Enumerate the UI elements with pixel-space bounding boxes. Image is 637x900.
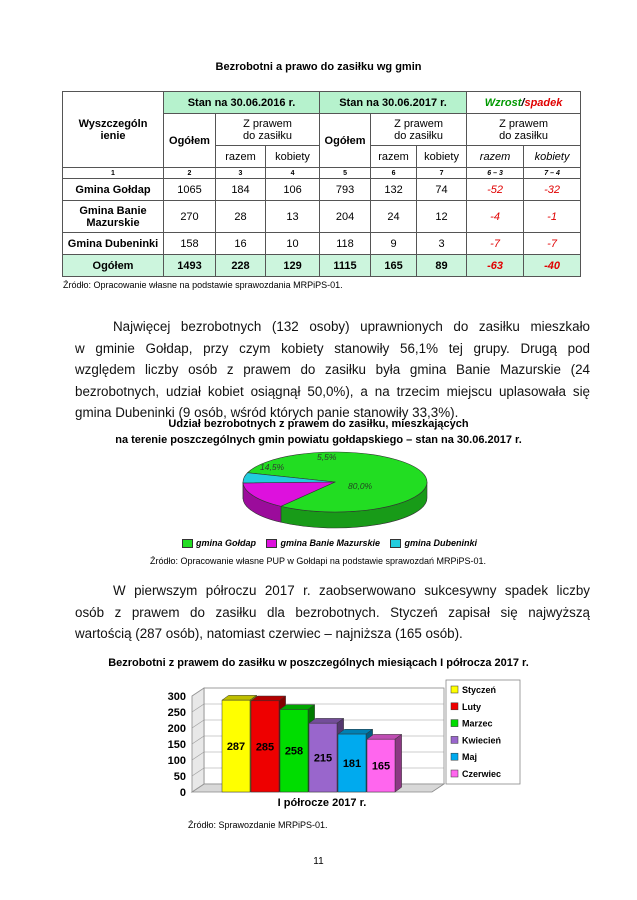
- pie-title-line1: Udział bezrobotnych z prawem do zasiłku, mieszkających: [168, 418, 469, 430]
- legend-label: Luty: [462, 701, 481, 712]
- col-number: 3: [216, 168, 266, 179]
- cell: 3: [417, 233, 467, 255]
- bar-legend: [446, 680, 520, 784]
- legend-label: Kwiecień: [462, 735, 502, 746]
- cell: 106: [266, 179, 320, 201]
- col-number: 7: [417, 168, 467, 179]
- legend-swatch-icon: [451, 703, 458, 710]
- pie-value-label: 14,5%: [260, 462, 285, 472]
- cell: -7: [467, 233, 524, 255]
- cell: 158: [164, 233, 216, 255]
- cell: 118: [320, 233, 371, 255]
- pie-chart: [230, 448, 440, 530]
- paragraph-line: gmina Dubeninki (9 osób, wśród których panie stanowiły 33,3%).: [75, 405, 459, 421]
- header-kobiety: kobiety: [524, 146, 581, 168]
- legend-swatch-icon: [451, 770, 458, 777]
- y-tick-label: 250: [167, 707, 186, 719]
- cell: 165: [371, 255, 417, 277]
- cell: -63: [467, 255, 524, 277]
- header-z-prawem-2017: Z prawem do zasiłku: [371, 114, 467, 146]
- col-number: 7 – 4: [524, 168, 581, 179]
- pie-legend-item: gmina Banie Mazurskie: [266, 538, 380, 548]
- cell: -32: [524, 179, 581, 201]
- header-razem: razem: [216, 146, 266, 168]
- cell: 10: [266, 233, 320, 255]
- cell: 89: [417, 255, 467, 277]
- cell: 129: [266, 255, 320, 277]
- bar-value-label: 215: [313, 752, 333, 765]
- header-z-prawem-change: Z prawem do zasiłku: [467, 114, 581, 146]
- col-number: 1: [63, 168, 164, 179]
- paragraph-line: bezrobotnych, udział kobiet osiągnął 50,0%), a na trzecim miejscu uplasowała się: [75, 383, 590, 399]
- pie-source: Źródło: Opracowanie własne PUP w Gołdapi na podstawie sprawozdań MRPiPS-01.: [150, 556, 487, 566]
- header-ogolem-2016: Ogółem: [164, 114, 216, 168]
- legend-label: Styczeń: [462, 685, 497, 695]
- cell: 28: [216, 201, 266, 233]
- pie-legend-item: gmina Dubeninki: [390, 538, 477, 548]
- table-source: Źródło: Opracowanie własne na podstawie sprawozdania MRPiPS-01.: [63, 280, 343, 290]
- y-tick-label: 300: [167, 691, 186, 703]
- pie-value-label: 80,0%: [348, 481, 373, 491]
- header-kobiety: kobiety: [266, 146, 320, 168]
- cell: 228: [216, 255, 266, 277]
- header-2017: Stan na 30.06.2017 r.: [320, 92, 467, 114]
- bar-value-label: 181: [342, 758, 362, 771]
- x-axis-label: I półrocze 2017 r.: [277, 797, 367, 809]
- cell: 24: [371, 201, 417, 233]
- col-number: 5: [320, 168, 371, 179]
- paragraph-line: wartością (287 osób), natomiast czerwiec – najniższa (165 osób).: [75, 626, 463, 642]
- bar-value-label: 287: [226, 741, 246, 754]
- col-number: 2: [164, 168, 216, 179]
- cell: 270: [164, 201, 216, 233]
- table-total-row: [63, 255, 581, 277]
- paragraph-line: W pierwszym półroczu 2017 r. zaobserwowano sukcesywny spadek liczby: [113, 583, 590, 598]
- legend-label: Maj: [462, 752, 478, 763]
- y-tick-label: 100: [167, 755, 186, 767]
- y-tick-label: 200: [167, 723, 186, 735]
- paragraph-2: [75, 580, 590, 645]
- table-row: [63, 179, 581, 201]
- bar-value-label: 165: [371, 760, 391, 773]
- y-tick-label: 0: [179, 787, 186, 799]
- legend-swatch-icon: [451, 720, 458, 727]
- bar-side: [395, 734, 402, 792]
- pie-value-label: 5,5%: [317, 452, 337, 462]
- row-label: Ogółem: [63, 255, 164, 277]
- cell: 74: [417, 179, 467, 201]
- legend-swatch-icon: [390, 539, 401, 548]
- header-2016: Stan na 30.06.2016 r.: [164, 92, 320, 114]
- header-z-prawem-2016: Z prawem do zasiłku: [216, 114, 320, 146]
- header-change: Wzrost/spadek: [467, 92, 581, 114]
- bar-chart: [150, 678, 530, 813]
- paragraph-line: w gminie Gołdap, przy czym kobiety stanowiły 56,1% tej grupy. Drugą pod: [75, 340, 590, 356]
- cell: 9: [371, 233, 417, 255]
- header-razem: razem: [371, 146, 417, 168]
- table-title: Bezrobotni a prawo do zasiłku wg gmin: [215, 61, 422, 73]
- cell: 184: [216, 179, 266, 201]
- header-wyszczegolnienie: Wyszczególnienie: [63, 92, 164, 168]
- header-razem: razem: [467, 146, 524, 168]
- cell: 793: [320, 179, 371, 201]
- paragraph-1: [75, 316, 590, 424]
- y-tick-label: 50: [173, 771, 186, 783]
- col-number: 4: [266, 168, 320, 179]
- row-label: Gmina Banie Mazurskie: [63, 201, 164, 233]
- cell: 13: [266, 201, 320, 233]
- cell: 12: [417, 201, 467, 233]
- legend-swatch-icon: [182, 539, 193, 548]
- header-kobiety: kobiety: [417, 146, 467, 168]
- y-tick-label: 150: [167, 739, 186, 751]
- legend-label: Czerwiec: [462, 769, 502, 779]
- legend-swatch-icon: [451, 736, 458, 743]
- page-number: 11: [313, 856, 324, 867]
- pie-title-line2: na terenie poszczególnych gmin powiatu gołdapskiego – stan na 30.06.2017 r.: [115, 434, 522, 446]
- legend-swatch-icon: [451, 753, 458, 760]
- paragraph-line: osób z prawem do zasiłku dla bezrobotnych. Styczeń zapisał się najwyższą: [75, 604, 590, 620]
- cell: 16: [216, 233, 266, 255]
- cell: -7: [524, 233, 581, 255]
- bar-source: Źródło: Sprawozdanie MRPiPS-01.: [188, 820, 328, 830]
- paragraph-line: względem liczby osób z prawem do zasiłku była gmina Banie Mazurskie (24: [75, 362, 590, 378]
- row-label: Gmina Gołdap: [63, 179, 164, 201]
- cell: 204: [320, 201, 371, 233]
- cell: 132: [371, 179, 417, 201]
- col-number: 6: [371, 168, 417, 179]
- header-ogolem-2017: Ogółem: [320, 114, 371, 168]
- col-number: 6 – 3: [467, 168, 524, 179]
- cell: 1493: [164, 255, 216, 277]
- bar-value-label: 285: [255, 741, 275, 754]
- paragraph-line: Najwięcej bezrobotnych (132 osoby) uprawnionych do zasiłku mieszkało: [113, 319, 590, 334]
- legend-label: Marzec: [462, 718, 493, 729]
- pie-legend-item: gmina Gołdap: [182, 538, 256, 548]
- cell: 1065: [164, 179, 216, 201]
- cell: 1115: [320, 255, 371, 277]
- table-row: [63, 233, 581, 255]
- legend-swatch-icon: [451, 686, 458, 693]
- legend-swatch-icon: [266, 539, 277, 548]
- cell: -52: [467, 179, 524, 201]
- row-label: Gmina Dubeninki: [63, 233, 164, 255]
- cell: -40: [524, 255, 581, 277]
- pie-legend: [182, 533, 482, 551]
- table-row: [63, 201, 581, 233]
- cell: -4: [467, 201, 524, 233]
- cell: -1: [524, 201, 581, 233]
- bar-title: Bezrobotni z prawem do zasiłku w poszczególnych miesiącach I półrocza 2017 r.: [108, 657, 529, 669]
- bar-value-label: 258: [284, 745, 304, 758]
- unemployment-table: [62, 91, 581, 277]
